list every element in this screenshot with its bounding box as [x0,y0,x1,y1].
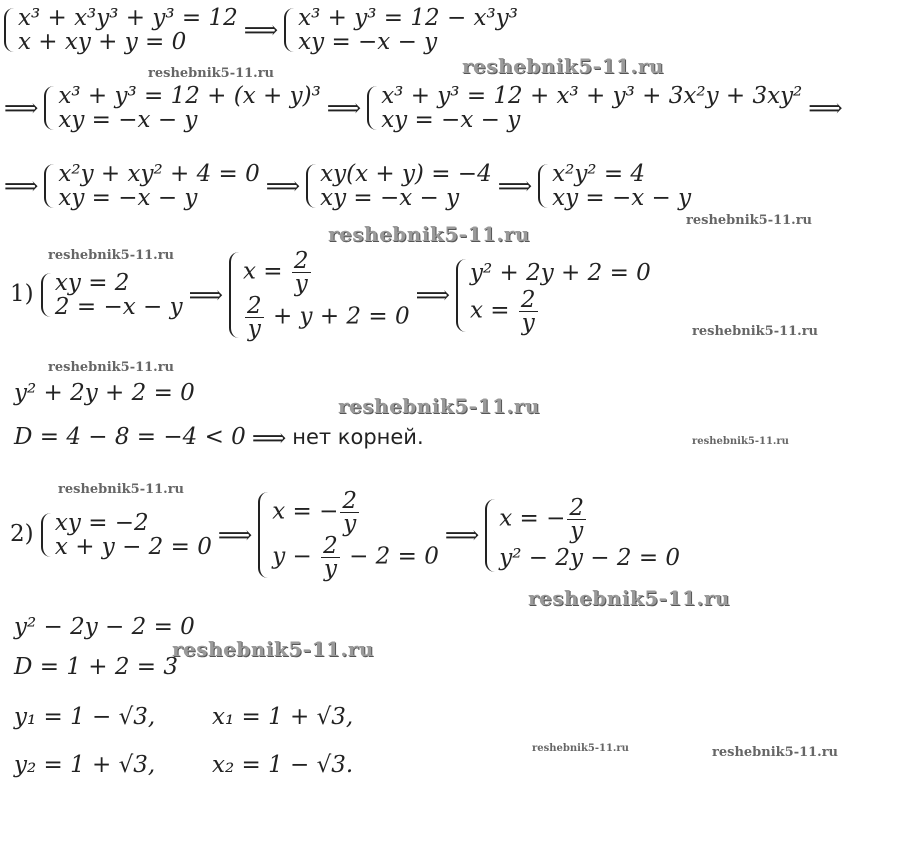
equation: x³ + y³ = 12 + x³ + y³ + 3x²y + 3xy² [381,83,803,109]
equation-lhs: x = − [272,498,339,525]
implies-arrow: ⟹ [243,16,279,44]
implies-arrow: ⟹ [251,424,287,452]
root-x1: x₁ = 1 + √3, [212,704,354,730]
watermark: reshebnik5-11.ru [686,213,813,228]
system [44,84,320,132]
line-1 [4,6,518,54]
line-3 [4,162,691,210]
implies-arrow: ⟹ [415,281,450,309]
equation: y² − 2y − 2 = 0 [499,544,681,571]
equation: x + xy + y = 0 [18,29,187,55]
denominator: y [294,271,308,297]
implies-arrow: ⟹ [4,172,39,200]
numerator: 2 [247,293,262,319]
equation: x + y − 2 = 0 [54,534,212,560]
numerator: 2 [323,533,338,559]
implies-arrow: ⟹ [326,94,362,122]
equation: 2 = −x − y [54,294,183,320]
system [41,271,183,319]
system [306,162,492,210]
equation [470,286,651,336]
equation: xy = −x − y [552,185,692,211]
equation [499,494,680,544]
root-x2: x₂ = 1 − √3. [212,752,354,778]
implies-arrow: ⟹ [217,521,253,549]
implies-arrow: ⟹ [497,172,533,200]
watermark: reshebnik5-11.ru [462,54,664,78]
root-y2: y₂ = 1 + √3, [14,752,156,778]
line-2 [4,84,849,132]
fraction [245,295,264,340]
watermark: reshebnik5-11.ru [692,324,819,339]
watermark: reshebnik5-11.ru [712,745,839,760]
system [485,494,681,574]
fraction [292,250,311,295]
equation: xy = −x − y [58,107,198,133]
equation-rest: + y + 2 = 0 [272,303,410,330]
equation [243,295,410,340]
system [41,511,212,559]
fraction [321,535,340,580]
watermark: reshebnik5-11.ru [148,66,275,81]
equation: xy = −2 [54,510,149,536]
equation: xy = 2 [54,270,130,296]
watermark: reshebnik5-11.ru [328,222,530,246]
implies-arrow: ⟹ [444,521,480,549]
case-2-systems [10,490,680,580]
watermark: reshebnik5-11.ru [48,360,175,375]
denominator: y [343,511,357,537]
fraction [340,490,359,535]
watermark: reshebnik5-11.ru [58,482,185,497]
watermark: reshebnik5-11.ru [48,248,175,263]
root-y1: y₁ = 1 − √3, [14,704,156,730]
case-2-equation: y² − 2y − 2 = 0 [14,614,195,640]
fraction [567,494,586,544]
numerator: 2 [569,494,585,521]
equation-rest: − 2 = 0 [349,543,439,570]
equation: x³ + y³ = 12 − x³y³ [298,5,518,31]
implies-arrow: ⟹ [188,281,223,309]
implies-arrow: ⟹ [4,94,39,122]
numerator: 2 [293,248,309,274]
equation: xy = −x − y [298,29,438,55]
denominator: y [570,517,584,544]
system [538,162,691,210]
equation [272,490,439,535]
system [258,490,439,580]
equation: x³ + y³ = 12 + (x + y)³ [58,83,321,109]
equation-lhs: y − [272,543,312,570]
watermark: reshebnik5-11.ru [338,394,540,418]
case-label: 1) [10,281,34,307]
equation: xy = −x − y [58,185,198,211]
case-2-discriminant: D = 1 + 2 = 3 [14,654,179,680]
system [229,250,410,340]
equation: xy = −x − y [381,107,521,133]
case-1-systems [10,250,651,340]
equation: xy(x + y) = −4 [320,161,492,187]
system [367,84,802,132]
system [284,6,518,54]
equation: x³ + x³y³ + y³ = 12 [18,5,238,31]
watermark: reshebnik5-11.ru [172,637,374,661]
implies-arrow: ⟹ [265,172,301,200]
denominator: y [247,316,261,342]
system [44,162,259,210]
system [456,257,651,334]
case-1-discriminant [14,424,424,451]
equation [243,250,410,295]
watermark: reshebnik5-11.ru [528,586,730,610]
fraction [519,286,538,336]
equation: xy = −x − y [320,185,460,211]
system [4,6,238,54]
denominator: y [521,309,535,336]
equation: y² + 2y + 2 = 0 [470,259,651,286]
implies-arrow: ⟹ [808,94,843,122]
equation [272,535,439,580]
watermark: reshebnik5-11.ru [692,436,789,447]
denominator: y [323,556,337,582]
case-1-equation: y² + 2y + 2 = 0 [14,380,195,406]
conclusion-text: нет корней. [292,425,424,449]
case-label: 2) [10,521,34,547]
equation-lhs: x = − [499,505,566,531]
equation: x²y² = 4 [552,161,646,187]
equation: x²y + xy² + 4 = 0 [58,161,260,187]
equation-lhs: x = [470,297,510,323]
watermark: reshebnik5-11.ru [532,743,629,754]
discriminant: D = 4 − 8 = −4 < 0 [14,424,246,450]
equation-lhs: x = [243,258,283,285]
numerator: 2 [342,488,358,514]
numerator: 2 [520,286,536,313]
